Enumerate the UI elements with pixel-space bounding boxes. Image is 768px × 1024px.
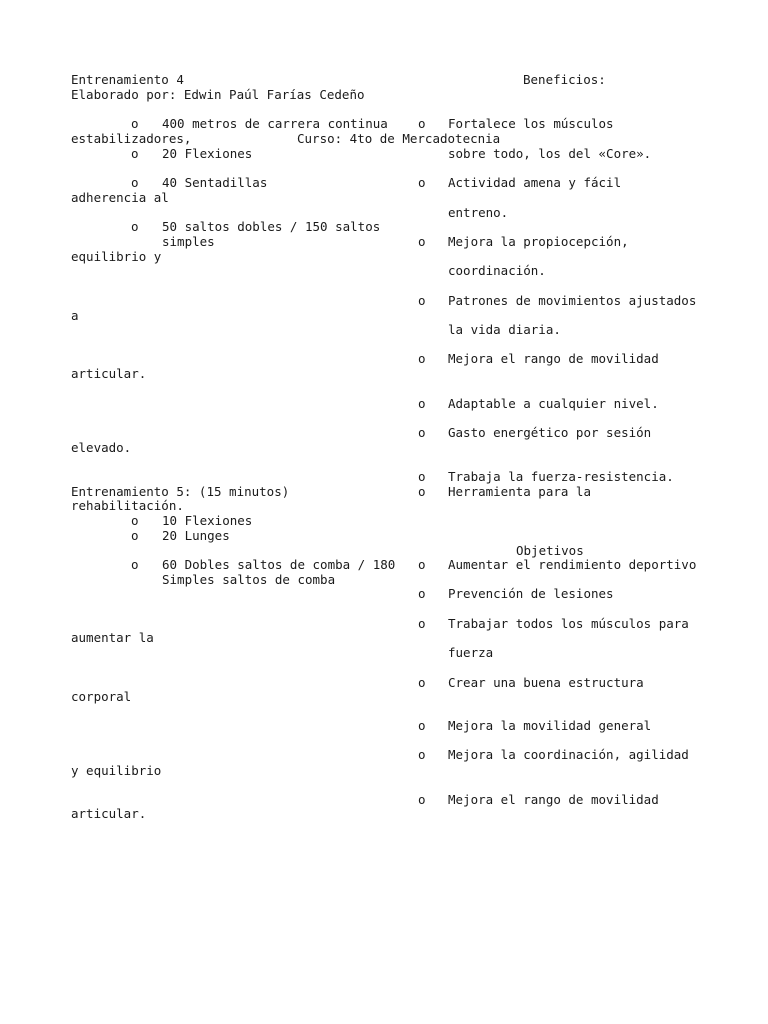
list-bullet: o <box>131 175 139 190</box>
list-bullet: o <box>418 792 426 807</box>
exercise-item: 60 Dobles saltos de comba / 180 <box>162 557 396 572</box>
list-bullet: o <box>418 351 426 366</box>
benefit-continuation: coordinación. <box>448 263 546 278</box>
list-bullet: o <box>131 116 139 131</box>
wrapped-text: equilibrio y <box>71 249 162 264</box>
objective-item: Mejora la movilidad general <box>448 718 652 733</box>
objective-continuation: fuerza <box>448 645 494 660</box>
wrapped-text: articular. <box>71 806 147 821</box>
wrapped-text: y equilibrio <box>71 763 162 778</box>
list-bullet: o <box>418 616 426 631</box>
exercise-item: 400 metros de carrera continua <box>162 116 388 131</box>
list-bullet: o <box>418 469 426 484</box>
list-bullet: o <box>131 219 139 234</box>
section-title: Entrenamiento 5: (15 minutos) <box>71 484 290 499</box>
wrapped-text: adherencia al <box>71 190 169 205</box>
list-bullet: o <box>418 557 426 572</box>
benefit-continuation: la vida diaria. <box>448 322 561 337</box>
exercise-item-continuation: simples <box>162 234 215 249</box>
list-bullet: o <box>418 293 426 308</box>
benefit-item: Gasto energético por sesión <box>448 425 652 440</box>
wrapped-text: corporal <box>71 689 132 704</box>
exercise-item: 40 Sentadillas <box>162 175 268 190</box>
benefit-item: Mejora el rango de movilidad <box>448 351 659 366</box>
wrapped-text: rehabilitación. <box>71 498 184 513</box>
document-title: Entrenamiento 4 <box>71 72 184 87</box>
list-bullet: o <box>418 116 426 131</box>
objectives-heading: Objetivos <box>516 543 584 558</box>
list-bullet: o <box>418 675 426 690</box>
exercise-item: 50 saltos dobles / 150 saltos <box>162 219 381 234</box>
wrapped-text: estabilizadores, <box>71 131 192 146</box>
wrapped-text: articular. <box>71 366 147 381</box>
list-bullet: o <box>418 175 426 190</box>
exercise-item: 20 Lunges <box>162 528 230 543</box>
benefit-item: Adaptable a cualquier nivel. <box>448 396 659 411</box>
list-bullet: o <box>131 146 139 161</box>
benefit-item: Mejora la propiocepción, <box>448 234 629 249</box>
author-line: Elaborado por: Edwin Paúl Farías Cedeño <box>71 87 365 102</box>
benefit-item: Fortalece los músculos <box>448 116 614 131</box>
exercise-item: 10 Flexiones <box>162 513 253 528</box>
exercise-item: 20 Flexiones <box>162 146 253 161</box>
list-bullet: o <box>418 586 426 601</box>
list-bullet: o <box>131 528 139 543</box>
list-bullet: o <box>131 513 139 528</box>
wrapped-text: aumentar la <box>71 630 154 645</box>
benefits-heading: Beneficios: <box>523 72 606 87</box>
benefit-item: Actividad amena y fácil <box>448 175 622 190</box>
course-line: Curso: 4to de Mercadotecnia <box>297 131 501 146</box>
objective-item: Mejora la coordinación, agilidad <box>448 747 689 762</box>
wrapped-text: elevado. <box>71 440 132 455</box>
objective-item: Aumentar el rendimiento deportivo <box>448 557 697 572</box>
list-bullet: o <box>418 718 426 733</box>
list-bullet: o <box>418 396 426 411</box>
benefit-continuation: entreno. <box>448 205 509 220</box>
exercise-item-continuation: Simples saltos de comba <box>162 572 336 587</box>
objective-item: Trabajar todos los músculos para <box>448 616 689 631</box>
list-bullet: o <box>418 234 426 249</box>
list-bullet: o <box>418 425 426 440</box>
objective-item: Mejora el rango de movilidad <box>448 792 659 807</box>
list-bullet: o <box>418 747 426 762</box>
list-bullet: o <box>418 484 426 499</box>
benefit-item: Trabaja la fuerza-resistencia. <box>448 469 674 484</box>
list-bullet: o <box>131 557 139 572</box>
wrapped-text: a <box>71 308 79 323</box>
benefit-item: Herramienta para la <box>448 484 591 499</box>
benefit-continuation: sobre todo, los del «Core». <box>448 146 652 161</box>
objective-item: Crear una buena estructura <box>448 675 644 690</box>
objective-item: Prevención de lesiones <box>448 586 614 601</box>
benefit-item: Patrones de movimientos ajustados <box>448 293 697 308</box>
